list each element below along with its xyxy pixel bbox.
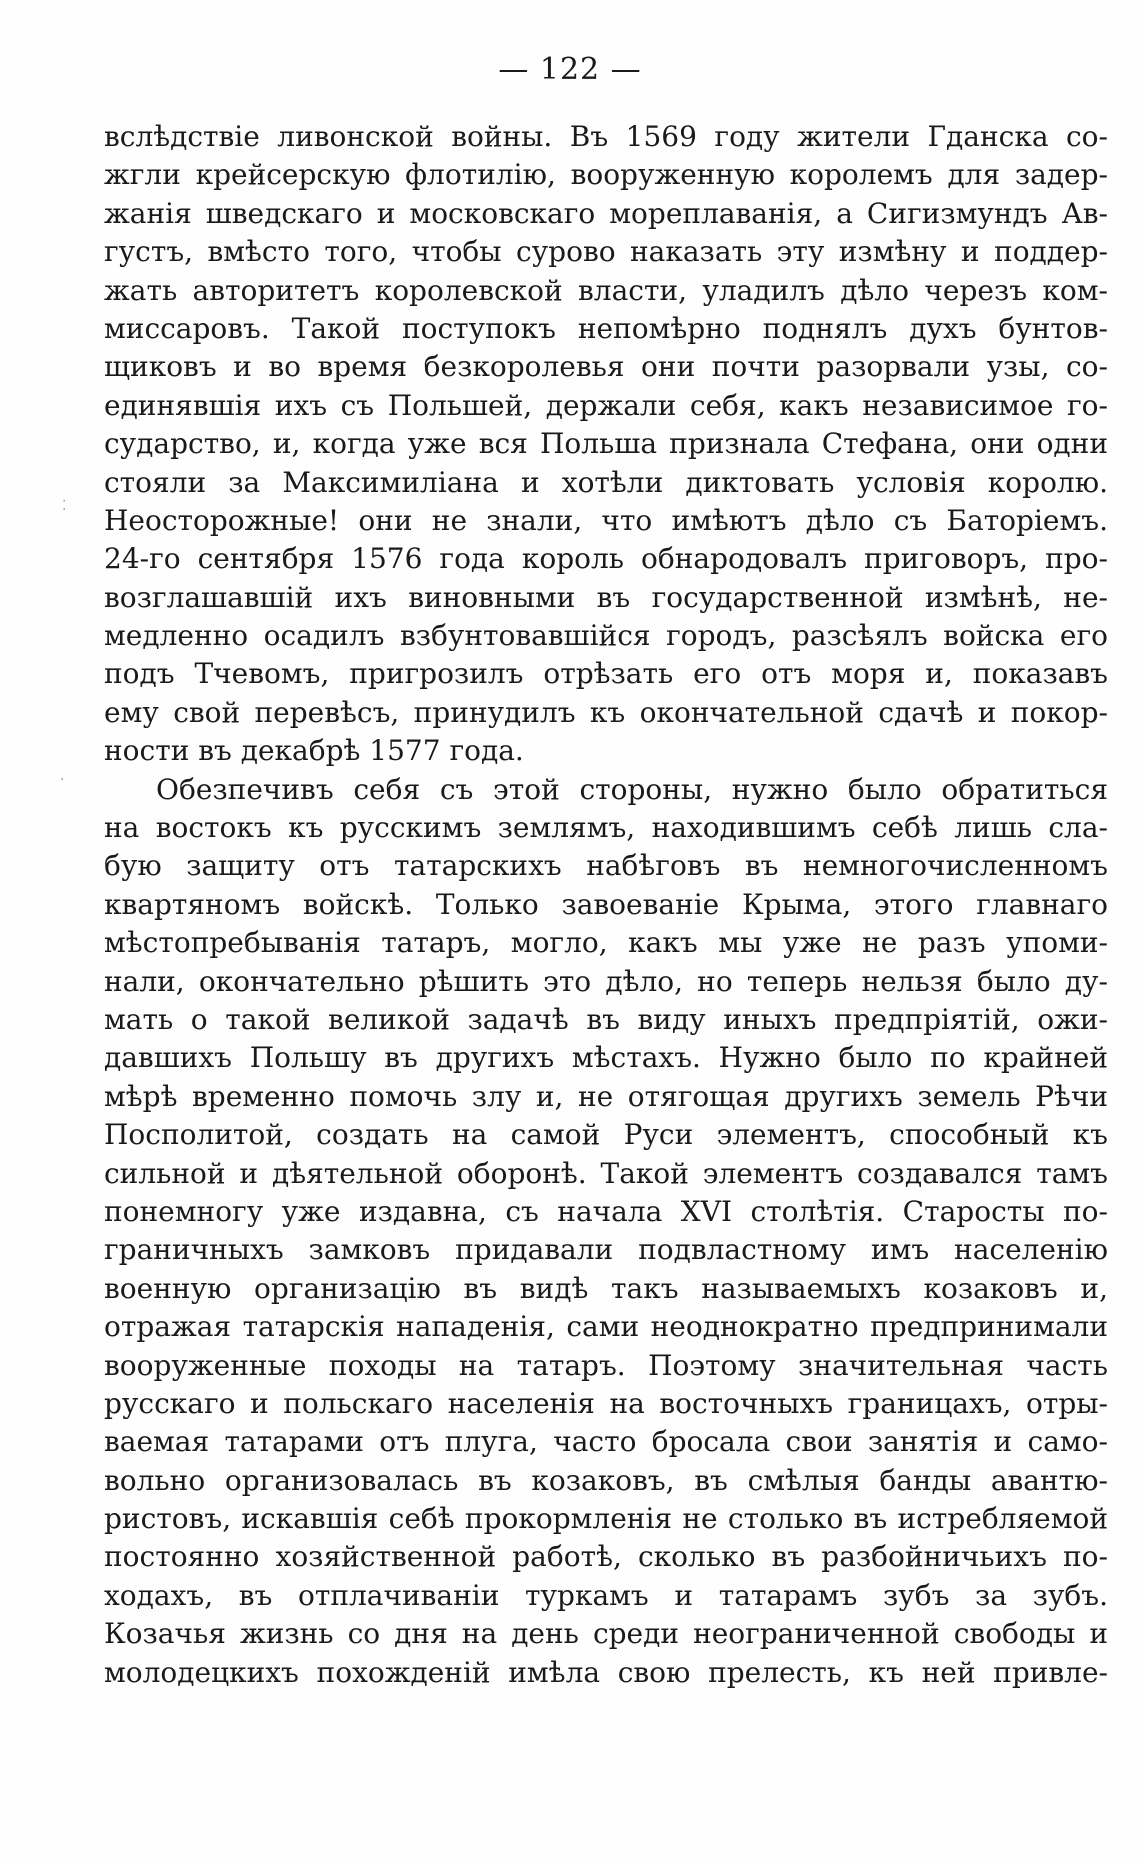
text-line: жанія шведскаго и московскаго мореплаванія, а Сигизмундъ Ав- xyxy=(104,196,1108,230)
paragraph-start-line: Обезпечивъ себя съ этой стороны, нужно было обратиться xyxy=(156,772,1108,806)
text-line: бую защиту отъ татарскихъ набѣговъ въ немногочисленномъ xyxy=(104,849,1108,883)
text-line: на востокъ къ русскимъ землямъ, находившимъ себѣ лишь сла- xyxy=(104,811,1108,845)
text-line: вслѣдствіе ливонской войны. Въ 1569 году жители Гданска со- xyxy=(104,120,1108,153)
text-line: мѣрѣ временно помочь злу и, не отягощая другихъ земель Рѣчи xyxy=(104,1079,1108,1113)
text-line: густъ, вмѣсто того, чтобы сурово наказать эту измѣну и поддер- xyxy=(104,235,1108,269)
text-line: русскаго и польскаго населенія на восточныхъ границахъ, отры- xyxy=(104,1386,1108,1420)
text-line: постоянно хозяйственной работѣ, сколько въ разбойничьихъ по- xyxy=(104,1540,1108,1574)
text-line: ристовъ, искавшія себѣ прокормленія не столько въ истребляемой xyxy=(104,1502,1108,1536)
text-line: понемногу уже издавна, съ начала XVI столѣтія. Старосты по- xyxy=(104,1194,1108,1228)
margin-speck: · xyxy=(60,772,65,788)
text-line: Неосторожные! они не знали, что имѣютъ дѣло съ Баторіемъ. xyxy=(104,503,1108,537)
text-line: единявшія ихъ съ Польшей, держали себя, какъ независимое го- xyxy=(104,388,1108,422)
text-line: ему свой перевѣсъ, принудилъ къ окончательной сдачѣ и покор- xyxy=(104,695,1108,729)
body-text xyxy=(104,118,1108,1692)
text-line: отражая татарскія нападенія, сами неоднократно предпринимали xyxy=(104,1310,1108,1344)
text-line: щиковъ и во время безкоролевья они почти разорвали узы, со- xyxy=(104,350,1108,384)
text-line: квартяномъ войскѣ. Только завоеваніе Крыма, этого главнаго xyxy=(104,887,1108,921)
text-line: возглашавшій ихъ виновными въ государственной измѣнѣ, не- xyxy=(104,580,1108,614)
text-line: ваемая татарами отъ плуга, часто бросала свои занятія и само- xyxy=(104,1425,1108,1459)
text-line: молодецкихъ похожденій имѣла свою прелесть, къ ней привле- xyxy=(104,1655,1108,1689)
text-line: вооруженные походы на татаръ. Поэтому значительная часть xyxy=(104,1348,1108,1382)
text-line: мѣстопребыванія татаръ, могло, какъ мы уже не разъ упоми- xyxy=(104,926,1108,960)
text-line: нали, окончательно рѣшить это дѣло, но теперь нельзя было ду- xyxy=(104,964,1108,998)
text-line: жать авторитетъ королевской власти, уладилъ дѣло черезъ ком- xyxy=(104,273,1108,307)
text-line: Козачья жизнь со дня на день среди неограниченной свободы и xyxy=(104,1617,1108,1651)
text-line: сильной и дѣятельной оборонѣ. Такой элементъ создавался тамъ xyxy=(104,1156,1108,1190)
text-line: подъ Тчевомъ, пригрозилъ отрѣзать его отъ моря и, показавъ xyxy=(104,657,1108,691)
text-line: сударство, и, когда уже вся Польша признала Стефана, они одни xyxy=(104,427,1108,461)
text-line: граничныхъ замковъ придавали подвластному имъ населенію xyxy=(104,1233,1108,1267)
text-line: 24-го сентября 1576 года король обнародовалъ приговоръ, про- xyxy=(104,542,1108,576)
text-line: военную организацію въ видѣ такъ называемыхъ козаковъ и, xyxy=(104,1271,1108,1305)
text-line: Посполитой, создать на самой Руси элементъ, способный къ xyxy=(104,1118,1108,1152)
text-line: миссаровъ. Такой поступокъ непомѣрно поднялъ духъ бунтов- xyxy=(104,311,1108,345)
text-line: стояли за Максимиліана и хотѣли диктовать условія королю. xyxy=(104,465,1108,499)
text-line: давшихъ Польшу въ другихъ мѣстахъ. Нужно было по крайней xyxy=(104,1041,1108,1075)
text-line: ходахъ, въ отплачиваніи туркамъ и татарамъ зубъ за зубъ. xyxy=(104,1578,1108,1612)
page-number: — 122 — xyxy=(498,52,642,87)
paragraph-end-line: ности въ декабрѣ 1577 года. xyxy=(104,734,524,768)
margin-speck: ⁚ xyxy=(62,498,67,514)
text-line: медленно осадилъ взбунтовавшійся городъ, разсѣялъ войска его xyxy=(104,619,1108,653)
text-line: мать о такой великой задачѣ въ виду иныхъ предпріятій, ожи- xyxy=(104,1002,1108,1036)
text-line: вольно организовалась въ козаковъ, въ смѣлыя банды авантю- xyxy=(104,1463,1108,1497)
text-line: жгли крейсерскую флотилію, вооруженную королемъ для задер- xyxy=(104,158,1108,192)
